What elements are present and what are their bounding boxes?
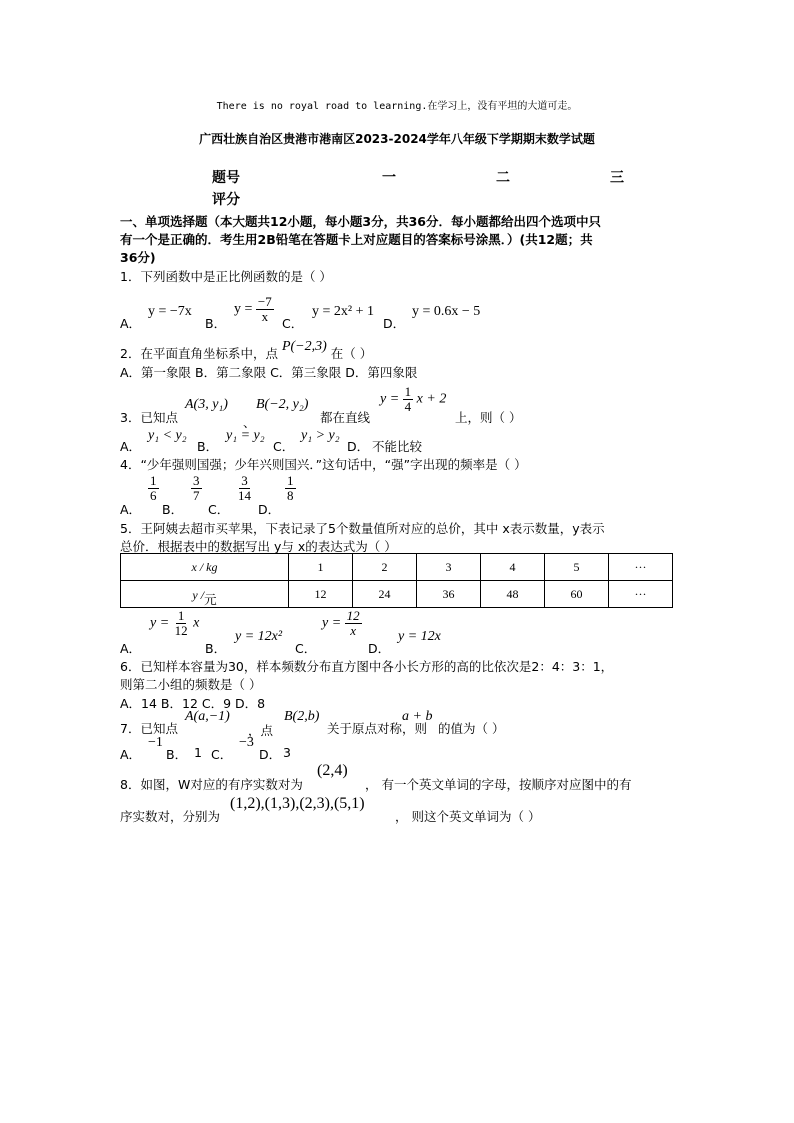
sum-expression: a + b	[402, 709, 433, 724]
option-a-label: A．	[120, 316, 142, 331]
line-equation: y = $\frac{1}{4}$ x + 2	[380, 384, 447, 414]
question-6-options: A．14 B．12 C．9 D．8	[120, 696, 266, 711]
table-cell: ···	[609, 554, 673, 581]
question-2-options: A．第一象限 B．第二象限 C．第三象限 D．第四象限	[120, 365, 418, 380]
option-c-value: −3	[239, 735, 254, 750]
question-5-options: A． y = $\frac{1}{12}$ x B． y = 12x² C． y = $\frac{12}{x}$ D． y = 12x	[120, 608, 441, 656]
question-6-line-1: 6．已知样本容量为30，样本频数分布直方图中各小长方形的高的比依次是2：4：3：1，	[120, 659, 614, 674]
option-a-fraction: $\frac{1}{6}$	[150, 473, 157, 503]
point-a: A(3, y₁)	[185, 397, 228, 412]
quantity-price-table	[120, 553, 673, 608]
option-a-formula: y = −7x	[148, 304, 192, 319]
option-d-label: D．	[383, 316, 406, 331]
option-a-value: −1	[148, 735, 163, 750]
table-header-price: y /元	[121, 581, 289, 608]
option-b-label: B．	[205, 316, 227, 331]
option-d-formula: y = 0.6x − 5	[412, 304, 481, 319]
question-7-options: A． −1 B． 1 C． −3 D． 3	[120, 735, 291, 762]
table-row	[121, 554, 673, 581]
table-cell: ···	[609, 581, 673, 608]
score-row-label-question: 题号	[212, 170, 240, 186]
question-6-line-2: 则第二小组的频数是（ ）	[120, 677, 262, 692]
question-8-line-1: 8．如图，W对应的有序实数对为 (2,4) ， 有一个英文单词的字母，按顺序对应图中的有	[120, 762, 632, 792]
score-col-1: 一	[382, 170, 396, 186]
score-col-3: 三	[610, 170, 624, 186]
score-row-label-score: 评分	[212, 192, 240, 208]
question-2-stem: 2．在平面直角坐标系中，点 P(−2,3) 在（ ）	[120, 339, 373, 361]
section-header-line-1: 一、单项选择题（本大题共12小题，每小题3分，共36分．每小题都给出四个选项中只	[120, 214, 601, 229]
table-row	[121, 581, 673, 608]
section-header-line-2: 有一个是正确的．考生用2B铅笔在答题卡上对应题目的答案标号涂黑．）(共12题；共	[120, 232, 593, 247]
table-cell: 3	[417, 554, 481, 581]
point-b: B(−2, y₂)	[256, 397, 309, 412]
table-cell: 36	[417, 581, 481, 608]
table-header-quantity: x / kg	[121, 554, 289, 581]
option-b-formula: y = 12x²	[235, 629, 283, 644]
option-c-formula: y = $\frac{12}{x}$	[322, 608, 360, 638]
question-5-line-1: 5．王阿姨去超市买苹果，下表记录了5个数量值所对应的总价，其中 x表示数量，y表示	[120, 521, 605, 536]
option-b-formula: y₁ = y₂	[226, 428, 265, 443]
table-cell: 24	[353, 581, 417, 608]
exam-title: 广西壮族自治区贵港市港南区2023-2024学年八年级下学期期末数学试题	[199, 132, 595, 146]
option-c-formula: y₁ > y₂	[301, 428, 340, 443]
option-d-value: 3	[283, 745, 291, 760]
question-1-stem: 1．下列函数中是正比例函数的是（ ）	[120, 269, 332, 284]
question-4-options: A． $\frac{1}{6}$ B． $\frac{3}{7}$ C． $\frac{3}{14}$ D． $\frac{1}{8}$	[120, 473, 294, 517]
pair-w: (2,4)	[317, 762, 348, 779]
option-d-text: 不能比较	[372, 439, 423, 454]
section-header-line-3: 36分)	[120, 250, 156, 265]
question-7-stem: 7．已知点 A(a,−1) ，点 B(2,b) 关于原点对称，则 a + b 的值为（ ）	[120, 709, 505, 738]
option-c-label: C．	[282, 316, 304, 331]
question-4-stem: 4．“少年强则国强；少年兴则国兴．”这句话中，“强”字出现的频率是（ ）	[120, 457, 527, 472]
option-d-fraction: $\frac{1}{8}$	[287, 473, 294, 503]
option-c-fraction: $\frac{3}{14}$	[238, 473, 251, 503]
option-a-formula: y₁ < y₂	[148, 428, 187, 443]
point-b: B(2,b)	[284, 709, 320, 724]
question-3-stem: 3．已知点 A(3, y₁) 、 B(−2, y₂) 都在直线 y = $\frac{1}{4}$ x + 2 上，则（ ）	[120, 384, 522, 430]
table-cell: 2	[353, 554, 417, 581]
point-a: A(a,−1)	[185, 709, 230, 724]
table-cell: 12	[289, 581, 353, 608]
point-p: P(−2,3)	[281, 339, 327, 354]
question-8-line-2: 序实数对，分别为 (1,2),(1,3),(2,3),(5,1) ， 则这个英文单词为（ ）	[120, 795, 541, 824]
table-cell: 4	[481, 554, 545, 581]
option-c-formula: y = 2x² + 1	[312, 304, 374, 319]
score-col-2: 二	[496, 170, 510, 186]
question-3-options: A． y₁ < y₂ B． y₁ = y₂ C． y₁ > y₂ D． 不能比较	[120, 428, 423, 454]
option-b-value: 1	[194, 745, 202, 760]
table-cell: 48	[481, 581, 545, 608]
question-5-line-2: 总价．根据表中的数据写出 y与 x的表达式为（ ）	[120, 539, 397, 554]
table-cell: 1	[289, 554, 353, 581]
motto-header: There is no royal road to learning.在学习上，没有平坦的大道可走。	[216, 101, 578, 112]
pairs-list: (1,2),(1,3),(2,3),(5,1)	[230, 795, 365, 812]
option-b-fraction: $\frac{3}{7}$	[193, 473, 200, 503]
table-cell: 5	[545, 554, 609, 581]
option-b-formula: y = $\frac{-7}{x}$	[234, 294, 272, 324]
table-cell: 60	[545, 581, 609, 608]
option-d-formula: y = 12x	[398, 629, 441, 644]
option-a-formula: y = $\frac{1}{12}$ x	[150, 608, 200, 638]
